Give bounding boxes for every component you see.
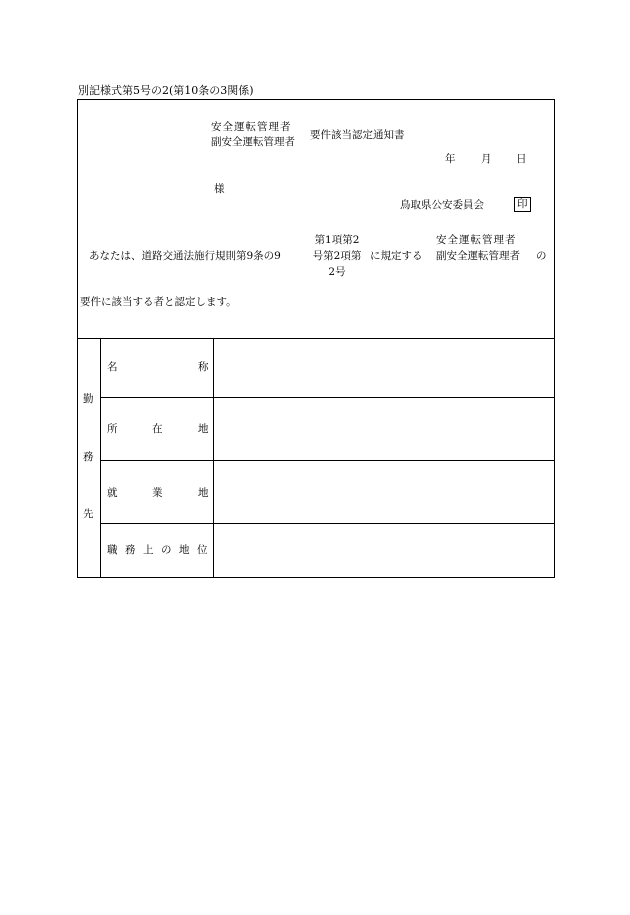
clause-line-3: 2号 [328,266,346,278]
row-divider [100,397,555,398]
form-number: 別記様式第5号の2(第10条の3関係) [78,84,254,97]
row-label-char: 地 [198,423,209,435]
row-label-char: 務 [125,544,136,556]
row-label-char: の [161,544,172,556]
title-suffix: 要件該当認定通知書 [310,129,405,141]
row-label-char: 所 [107,423,118,435]
label-divider [213,338,214,578]
row-label-char: 職 [107,544,118,556]
row-divider [100,523,555,524]
row-label-char: 称 [198,361,209,373]
clause-line-1: 第1項第2 [314,234,360,246]
date-year: 年 [445,153,456,165]
row-label-char: 業 [152,487,163,499]
row-label-char: 名 [107,361,118,373]
date-day: 日 [516,153,527,165]
group-divider [100,338,101,578]
body-mid: に規定する [370,250,423,262]
row-label-char: 位 [197,544,208,556]
body-prefix: あなたは、道路交通法施行規則第9条の9 [89,250,281,262]
body-role-1: 安全運転管理者 [436,234,517,246]
addressee-suffix: 様 [214,183,225,195]
row-label-char: 就 [107,487,118,499]
issuer-name: 鳥取県公安委員会 [400,199,484,211]
workplace-group-char: 勤 [83,393,94,405]
row-label-char: 在 [152,423,163,435]
date-month: 月 [481,153,492,165]
row-label-char: 地 [179,544,190,556]
table-top-border [77,338,555,339]
clause-line-2: 号第2項第 [312,250,362,262]
body-end: 要件に該当する者と認定します。 [80,296,237,308]
title-role-2: 副安全運転管理者 [211,136,295,148]
workplace-group-char: 先 [83,508,94,520]
row-divider [100,460,555,461]
row-label-char: 地 [198,487,209,499]
body-role-2: 副安全運転管理者 [436,250,520,262]
body-particle: の [536,250,547,262]
workplace-group-char: 務 [83,451,94,463]
seal-mark: 印 [514,197,531,212]
row-label-char: 上 [143,544,154,556]
title-role-1: 安全運転管理者 [211,121,292,133]
